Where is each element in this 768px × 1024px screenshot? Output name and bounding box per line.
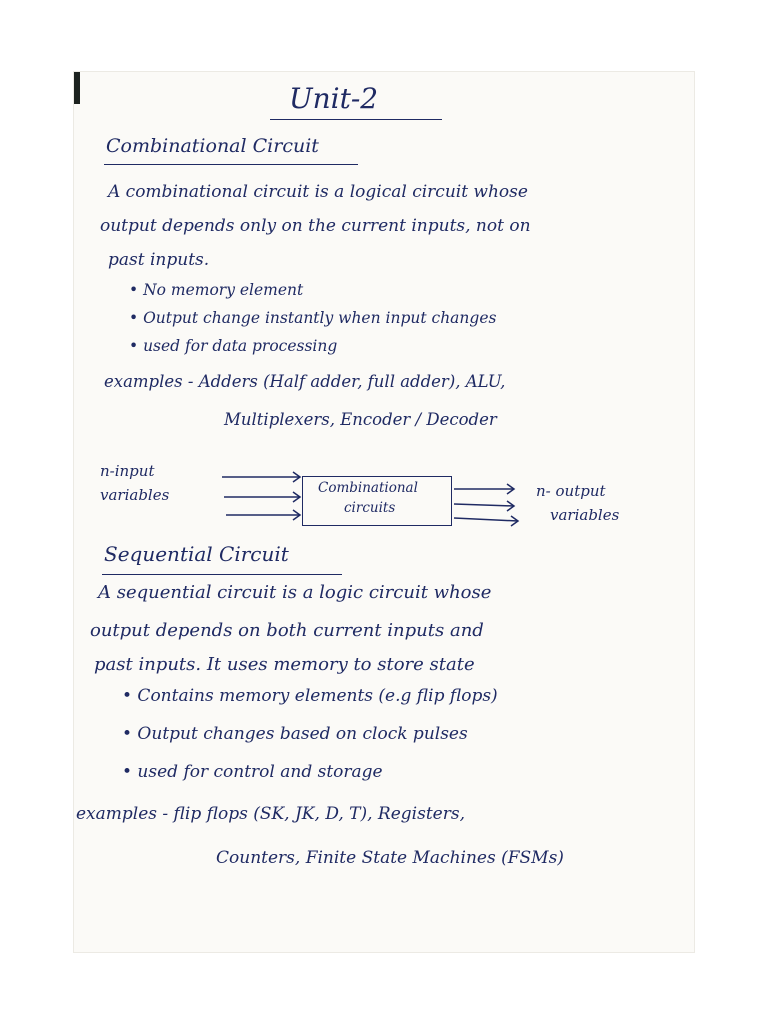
sequential-bullet: • Contains memory elements (e.g flip flops) [122, 686, 498, 706]
combinational-bullet: • Output change instantly when input changes [129, 309, 497, 327]
sequential-examples-line: examples - flip flops (SK, JK, D, T), Registers, [76, 804, 465, 824]
combinational-definition-line: output depends only on the current inputs, not on [100, 216, 531, 236]
diagram-input-label: n-input [100, 462, 155, 480]
notebook-page [74, 72, 694, 952]
sequential-heading-underline [102, 574, 342, 575]
block-label: Combinational [318, 480, 418, 496]
combinational-examples-line: Multiplexers, Encoder / Decoder [224, 410, 497, 429]
combinational-heading: Combinational Circuit [106, 135, 319, 157]
output-arrow-line [454, 504, 514, 506]
diagram-output-label: variables [550, 506, 620, 524]
diagram-output-label: n- output [536, 482, 606, 500]
output-arrow-line [454, 518, 518, 521]
sequential-examples-line: Counters, Finite State Machines (FSMs) [216, 848, 564, 868]
combinational-bullet: • No memory element [129, 281, 304, 299]
sequential-heading: Sequential Circuit [104, 542, 289, 566]
sequential-definition-line: output depends on both current inputs and [90, 620, 484, 641]
sequential-definition-line: past inputs. It uses memory to store state [94, 654, 475, 675]
block-label: circuits [344, 500, 396, 516]
combinational-definition-line: past inputs. [108, 250, 210, 270]
combinational-bullet: • used for data processing [129, 337, 338, 355]
diagram-input-label: variables [100, 486, 170, 504]
page-title: Unit-2 [289, 82, 379, 115]
sequential-bullet: • used for control and storage [122, 762, 383, 782]
combinational-examples-line: examples - Adders (Half adder, full adder), ALU, [104, 372, 506, 391]
combinational-definition-line: A combinational circuit is a logical circuit whose [108, 182, 528, 202]
sequential-definition-line: A sequential circuit is a logic circuit whose [98, 582, 492, 603]
sequential-bullet: • Output changes based on clock pulses [122, 724, 468, 744]
